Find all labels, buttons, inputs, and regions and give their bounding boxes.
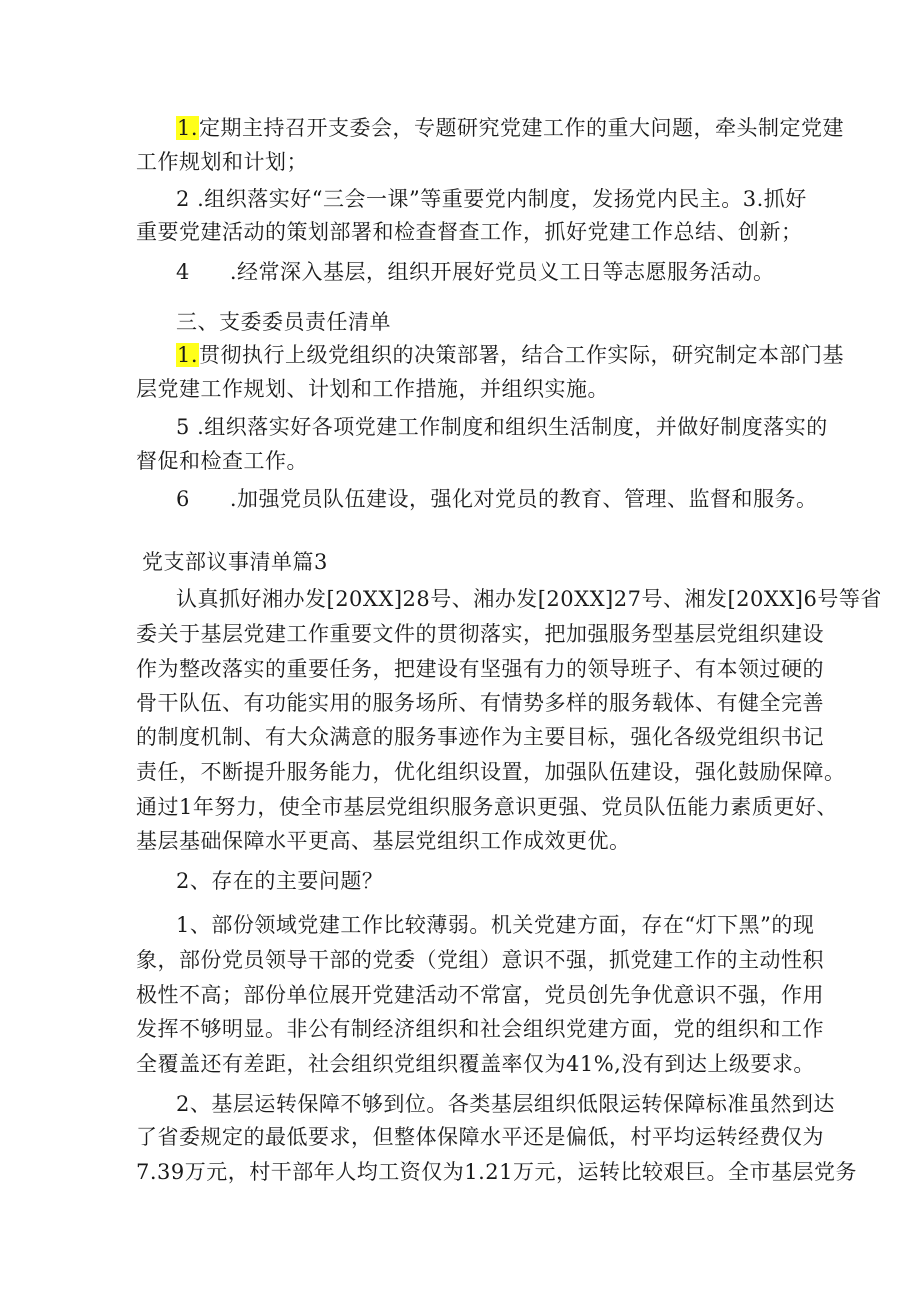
para-3-line: 2、基层运转保障不够到位。各类基层组织低限运转保障标准虽然到达 — [176, 1092, 835, 1116]
para-1-line: 基层基础保障水平更高、基层党组织工作成效更优。 — [136, 829, 631, 853]
article-title: 党支部议事清单篇3 — [142, 550, 328, 574]
para-2-line: 发挥不够明显。非公有制经济组织和社会组织党建方面，党的组织和工作 — [136, 1017, 824, 1041]
duty-5-line-1: 5 .组织落实好各项党建工作制度和组织生活制度，并做好制度落实的 — [176, 415, 828, 439]
para-1-line: 责任，不断提升服务能力，优化组织设置，加强队伍建设，强化鼓励保障。 — [136, 760, 846, 784]
question-heading: 2、存在的主要问题？ — [176, 869, 384, 893]
item-1-line-1: 1.定期主持召开支委会，专题研究党建工作的重大问题，牵头制定党建 — [177, 116, 845, 140]
duty-5-line-2: 督促和检查工作。 — [136, 449, 308, 473]
item-2-line-2: 重要党建活动的策划部署和检查督查工作，抓好党建工作总结、创新； — [136, 220, 803, 244]
para-1-line: 通过1年努力，使全市基层党组织服务意识更强、党员队伍能力素质更好、 — [136, 795, 838, 819]
para-1-line: 作为整改落实的重要任务，把建设有坚强有力的领导班子、有本领过硬的 — [136, 657, 824, 681]
item-2-line-1: 2 .组织落实好“三会一课”等重要党内制度，发扬党内民主。3.抓好 — [176, 187, 807, 211]
para-2-line: 极性不高；部份单位展开党建活动不常富，党员创先争优意识不强，作用 — [136, 983, 824, 1007]
section-heading: 三、支委委员责任清单 — [176, 310, 391, 334]
para-2-line: 象，部份党员领导干部的党委（党组）意识不强，抓党建工作的主动性积 — [136, 948, 824, 972]
para-2-line: 全覆盖还有差距，社会组织党组织覆盖率仅为41%,没有到达上级要求。 — [136, 1052, 815, 1076]
duty-6: 6 .加强党员队伍建设，强化对党员的教育、管理、监督和服务。 — [176, 487, 818, 511]
para-1-line: 委关于基层党建工作重要文件的贯彻落实，把加强服务型基层党组织建设 — [136, 622, 824, 646]
item-1-line-2: 工作规划和计划； — [136, 150, 308, 174]
para-3-line: 了省委规定的最低要求，但整体保障水平还是偏低，村平均运转经费仅为 — [136, 1125, 824, 1149]
item-4: 4 .经常深入基层，组织开展好党员义工日等志愿服务活动。 — [176, 260, 775, 284]
para-3-line: 7.39万元，村干部年人均工资仅为1.21万元，运转比较艰巨。全市基层党务 — [136, 1160, 858, 1184]
para-2-line: 1、部份领域党建工作比较薄弱。机关党建方面，存在“灯下黑”的现 — [176, 913, 815, 937]
para-1-line: 的制度机制、有大众满意的服务事迹作为主要目标，强化各级党组织书记 — [136, 725, 824, 749]
duty-1-line-1: 1.贯彻执行上级党组织的决策部署，结合工作实际，研究制定本部门基 — [177, 343, 845, 367]
para-1-line: 认真抓好湘办发[20XX]28号、湘办发[20XX]27号、湘发[20XX]6号等省 — [176, 587, 882, 611]
highlighted-number: 1. — [177, 343, 199, 367]
para-1-line: 骨干队伍、有功能实用的服务场所、有情势多样的服务载体、有健全完善 — [136, 691, 824, 715]
duty-1-line-2: 层党建工作规划、计划和工作措施，并组织实施。 — [136, 377, 609, 401]
highlighted-number: 1. — [177, 116, 199, 140]
